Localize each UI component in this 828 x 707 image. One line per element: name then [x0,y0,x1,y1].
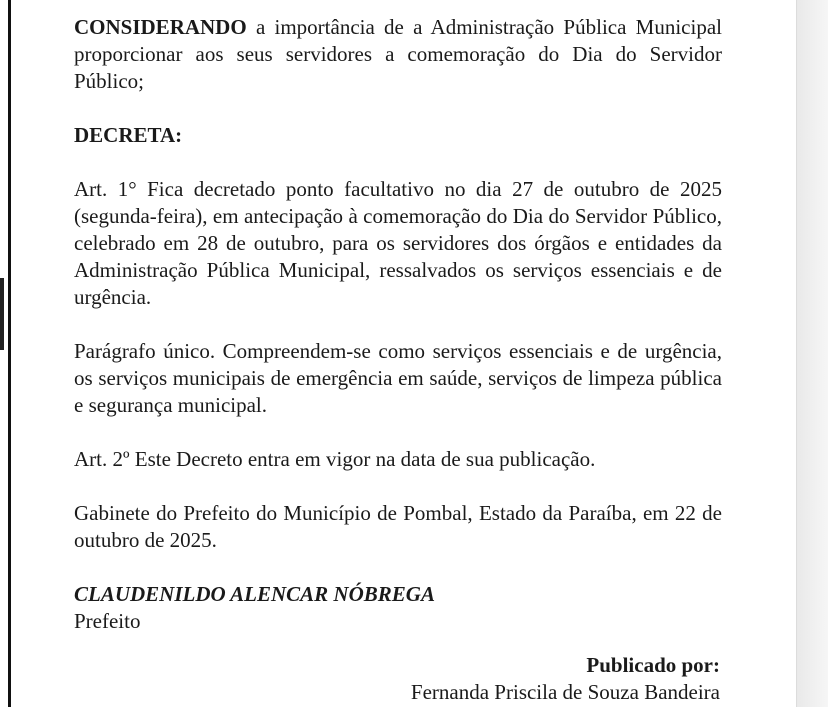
published-by-name: Fernanda Priscila de Souza Bandeira [410,680,720,704]
left-border-line [8,0,11,707]
viewer-margin [797,0,828,707]
published-by-label: Publicado por: [586,653,720,677]
article-1: Art. 1° Fica decretado ponto facultativo no dia 27 de outubro de 2025 (segunda-feira), em antecipação à comemoração do Dia do Servidor Público, celebrado em 28 de outubro, para os servidores dos órgãos e entidades da Administração Pública Municipal, ressalvados os serviços essenciais e de urgência. [74,177,722,309]
left-edge-mark [0,278,4,350]
decree-body [74,14,722,635]
considerando-text: a importância de a Administração Pública Municipal proporcionar aos seus servidores a comemoração do Dia do Servidor Público; [74,15,722,93]
decreta-heading: DECRETA: [74,123,183,147]
signer-name: CLAUDENILDO ALENCAR NÓBREGA [74,582,435,606]
signer-role: Prefeito [74,609,141,633]
considerando-keyword: CONSIDERANDO [74,15,247,39]
paragrafo-unico: Parágrafo único. Compreendem-se como serviços essenciais e de urgência, os serviços municipais de emergência em saúde, serviços de limpeza pública e segurança municipal. [74,339,722,417]
published-by-block [411,652,720,706]
article-2: Art. 2º Este Decreto entra em vigor na data de sua publicação. [74,447,596,471]
considerando-paragraph [74,14,722,95]
gabinete-date-line: Gabinete do Prefeito do Município de Pombal, Estado da Paraíba, em 22 de outubro de 2025. [74,501,722,552]
